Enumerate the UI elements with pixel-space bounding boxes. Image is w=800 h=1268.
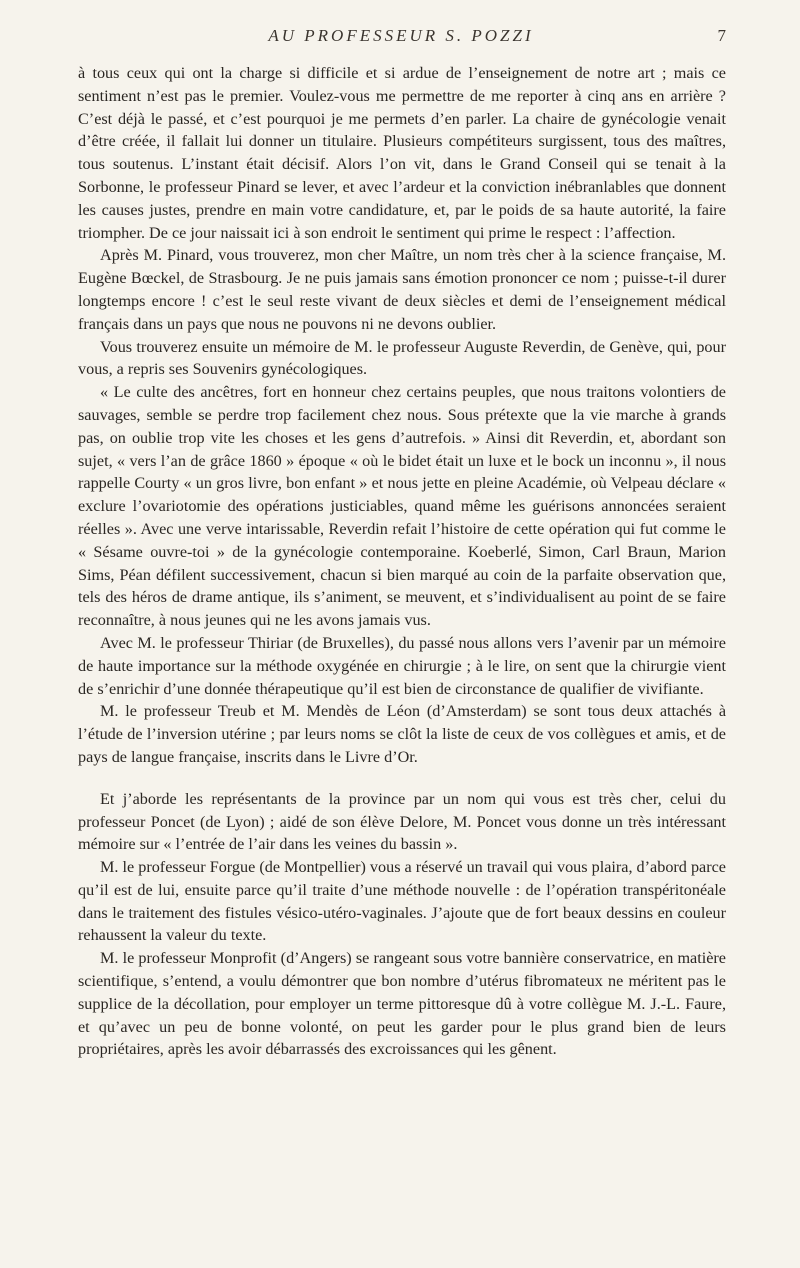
paragraph-poncet: Et j’aborde les représentants de la province par un nom qui vous est très cher, celui du professeur Poncet (de Lyon) ; aidé de son élève Delore, M. Poncet vous donne un très intéressant mémoire sur « l’entrée de l’air dans les veines du bassin ». [78, 789, 726, 854]
paragraph-forgue: M. le professeur Forgue (de Montpellier) vous a réservé un travail qui vous plaira, d’abord parce qu’il est de lui, ensuite parce qu’il traite d’une méthode nouvelle : de l’opération transpéritonéale dans le traitement des fistules vésico-utéro-vaginales. J’ajoute que de fort beaux dessins en couleur rehaussent la valeur du texte. [78, 858, 726, 945]
page-number: 7 [717, 26, 726, 45]
body-text [78, 62, 726, 1061]
paragraph-reverdin-quote: « Le culte des ancêtres, fort en honneur chez certains peuples, que nous traitons volontiers de sauvages, semble se perdre trop facilement chez nous. Sous prétexte que la vie marche à grands pas, on oublie trop vite les choses et les gens d’autrefois. » Ainsi dit Reverdin, et, abordant son sujet, « vers l’an de grâce 1860 » époque « où le bidet était un luxe et le bock un inconnu », il nous rappelle Courty « un gros livre, bon enfant » et nous jette en pleine Académie, où Velpeau déclare « exclure l’ovariotomie des opérations justiciables, quand même les guérisons annoncées seraient réelles ». Avec une verve intarissable, Reverdin refait l’histoire de cette opération qui fut comme le « Sésame ouvre-toi » de la gynécologie contemporaine. Koeberlé, Simon, Carl Braun, Marion Sims, Péan défilent successivement, chacun si bien marqué au coin de la parfaite observation que, tels des héros de drame antique, ils s’animent, se meuvent, et s’individualisent au point de se faire reconnaître, à nous jeunes qui ne les avons jamais vus. [78, 383, 726, 630]
paragraph-thiriar: Avec M. le professeur Thiriar (de Bruxelles), du passé nous allons vers l’avenir par un mémoire de haute importance sur la méthode oxygénée en chirurgie ; à le lire, on sent que la chirurgie vient de s’enrichir d’une donnée thérapeutique qu’il est bien de circonstance de qualifier de vivifiante. [78, 633, 726, 698]
paragraph-monprofit: M. le professeur Monprofit (d’Angers) se rangeant sous votre bannière conservatrice, en matière scientifique, s’entend, a voulu démontrer que bon nombre d’utérus fibromateux ne méritent pas le supplice de la décollation, pour employer un terme pittoresque dû à votre collègue M. J.-L. Faure, et qu’avec un peu de bonne volonté, on peut les garder pour le plus grand bien de leurs propriétaires, après les avoir débarrassés des excroissances qui les gênent. [78, 949, 726, 1059]
paragraph-continuation: à tous ceux qui ont la charge si difficile et si ardue de l’enseignement de notre art ; mais ce sentiment n’est pas le premier. Voulez-vous me permettre de me reporter à cinq ans en arrière ? C’est déjà le passé, et c’est pourquoi je me permets d’en parler. La chaire de gynécologie venait d’être créée, il fallait lui donner un titulaire. Plusieurs compétiteurs surgissent, tous des maîtres, tous soutenus. L’instant était décisif. Alors l’on vit, dans le Grand Conseil qui se tenait à la Sorbonne, le professeur Pinard se lever, et avec l’ardeur et la conviction inébranlables que donnent les causes justes, prendre en main votre candidature, et, par le poids de sa haute autorité, la faire triompher. De ce jour naissait ici à son endroit le sentiment qui prime le respect : l’affection. [78, 64, 726, 242]
running-title: AU PROFESSEUR S. POZZI [268, 26, 534, 45]
paragraph-treub: M. le professeur Treub et M. Mendès de Léon (d’Amsterdam) se sont tous deux attachés à l’étude de l’inversion utérine ; par leurs noms se clôt la liste de ceux de vos collègues et amis, et de pays de langue française, inscrits dans le Livre d’Or. [78, 702, 726, 766]
paragraph-boeckel: Après M. Pinard, vous trouverez, mon cher Maître, un nom très cher à la science française, M. Eugène Bœckel, de Strasbourg. Je ne puis jamais sans émotion prononcer ce nom ; puisse-t-il durer longtemps encore ! c’est le seul reste vivant de deux siècles et demi de l’enseignement médical français dans un pays que nous ne pouvons ni ne devons oublier. [78, 246, 726, 333]
paragraph-reverdin-intro: Vous trouverez ensuite un mémoire de M. le professeur Auguste Reverdin, de Genève, qui, pour vous, a repris ses Souvenirs gynécologiques. [78, 337, 726, 379]
page-header [72, 26, 730, 52]
